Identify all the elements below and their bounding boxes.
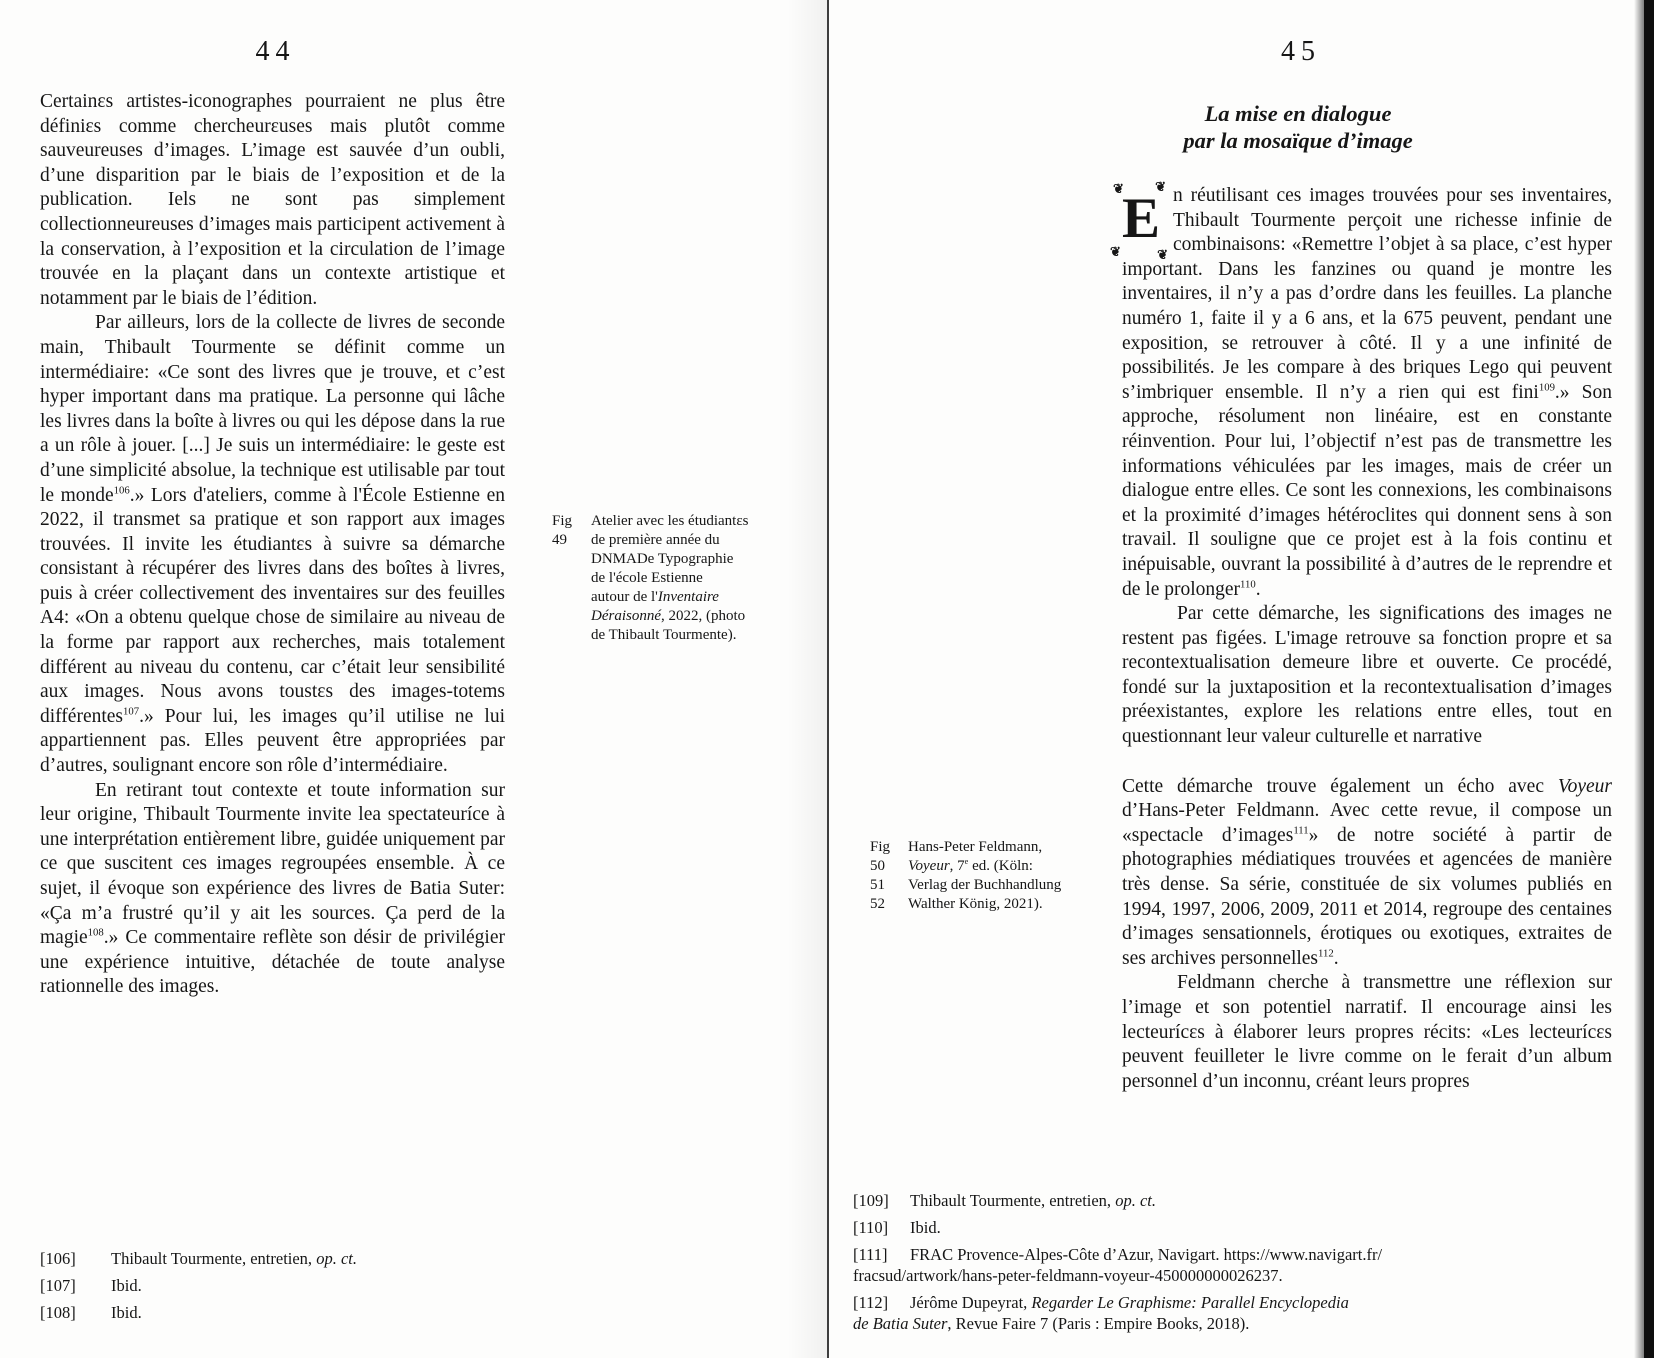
paragraph: Par cette démarche, les significations des images ne restent pas figées. L'image retrouve sa fonction propre et sa recontextualisation demeure libre et ouverte. Ce procédé, fondé sur la juxtaposition et la recontextualisation d’images préexistantes, explore les relations entre elles, tout en questionnant leur valeur culturelle et narrative	[1122, 603, 1612, 748]
right-footnotes	[853, 1190, 1433, 1340]
footnote-label: [109]	[853, 1191, 889, 1210]
footnote-label: [112]	[853, 1293, 889, 1312]
page-number-left-value: 44	[255, 36, 296, 67]
paragraph: Par ailleurs, lors de la collecte de livres de seconde main, Thibault Tourmente se définit comme un intermédiaire: «Ce sont des livres que je trouve, et c’est hyper important dans ma pratique. La personne qui lâche les livres dans la boîte à livres ou qui les dépose dans la rue a un rôle à jouer. [...] Je suis un intermédiaire: le geste est d’une simplicité absolue, la technique est utilisable par tout le monde$^{106}$.» Lors d'ateliers, comme à l'École Estienne en 2022, il transmet sa pratique et son rapport aux images trouvées. Il invite les étudiantɛs à suivre sa démarche consistant à récupérer des livres dans des boîtes à livres, puis à créer collectivement des inventaires sur des feuilles A4: «On a obtenu quelque chose de similaire au niveau de la forme par rapport aux recherches, mais totalement différent au niveau du contenu, car c’était leur sensibilité aux images. Nous avons toustɛs des images-totems différentes$^{107}$.» Pour lui, les images qu’il utilise ne lui appartiennent pas. Elles peuvent être appropriées par d’autres, soulignant encore son rôle d’intermédiaire.	[40, 312, 505, 777]
footnote-text: Jérôme Dupeyrat, Regarder Le Graphisme: Parallel Encyclopedia de Batia Suter, Revue Faire 7 (Paris : Empire Books, 2018).	[853, 1293, 1349, 1333]
paragraph: En retirant tout contexte et toute information sur leur origine, Thibault Tourmente invite lea spectateuríce à une interprétation entièrement libre, guidée uniquement par ce que suscitent ces images regroupées ensemble. À ce sujet, il évoque son expérience des livres de Batia Suter: «Ça m’a frustré qu’il y ait les sources. Ça perd de la magie$^{108}$.» Ce commentaire reflète son désir de privilégier une expérience intuitive, détachée de toute analyse rationnelle des images.	[40, 779, 505, 998]
footnote-label: [111]	[853, 1245, 888, 1264]
page-edge-black-band	[1644, 0, 1654, 1358]
caption-line: de l'école Estienne	[591, 570, 703, 586]
section-heading-line-1: La mise en dialogue	[1204, 101, 1392, 126]
figure-number: 49	[552, 532, 567, 548]
footnote-106	[40, 1248, 740, 1269]
footnote-text: Ibid.	[111, 1276, 142, 1295]
right-body-text	[1110, 179, 1612, 1094]
footnote-text: Ibid.	[910, 1218, 941, 1237]
figure-number: 52	[870, 896, 885, 912]
footnote-111	[853, 1244, 1433, 1286]
paragraph-text: n réutilisant ces images trouvées pour ses inventaires, Thibault Tourmente perçoit une richesse infinie de combinaisons: «Remettre l’objet à sa place, c’est hyper important. Dans les fanzines ou quand je montre les inventaires, il n’y a pas d’ordre dans les feuilles. La planche numéro 1, faite il y a 6 ans, et la 675 peuvent, pendant une exposition, se retrouver à côté. Il y a une infinité de possibilités. Je les compare à des briques Lego qui peuvent s’imbriquer ensemble. Il n’y a rien qui est fini$^{109}$.» Son approche, résolument non linéaire, est en constante réinvention. Pour lui, l’objectif n’est pas de transmettre les informations véhiculées par les images, mais de créer un dialogue entre elles. Ce sont les connexions, les combinaisons et la proximité d’images hétéroclites qui donnent sens à son travail. Il souligne que ce projet est à la fois continu et inépuisable, ouvrant la possibilité à d’autres de le reprendre et de le prolonger$^{110}$.	[1122, 185, 1612, 600]
figure-number: 50	[870, 858, 885, 874]
caption-line: Walther König, 2021).	[908, 896, 1043, 912]
left-body-text	[40, 90, 505, 1000]
figure-label: Fig	[552, 513, 573, 529]
caption-line: DNMADe Typographie	[591, 551, 734, 567]
floral-ornament-icon: ❦	[1113, 181, 1124, 196]
footnote-108	[40, 1302, 740, 1323]
footnote-label: [107]	[40, 1276, 76, 1295]
figure-caption-labels	[870, 838, 908, 914]
footnote-112	[853, 1292, 1433, 1334]
figure-caption-50-52	[870, 838, 1061, 914]
ornamental-drop-cap	[1110, 179, 1168, 262]
floral-ornament-icon: ❦	[1110, 244, 1121, 259]
section-heading-line-2: par la mosaïque d’image	[1183, 128, 1413, 153]
figure-number: 51	[870, 877, 885, 893]
caption-line: Déraisonné, 2022, (photo	[591, 608, 746, 624]
caption-line: Atelier avec les étudiantɛs	[591, 513, 749, 529]
caption-line: Voyeur, 7e ed. (Köln:	[908, 857, 1033, 874]
footnote-text: FRAC Provence-Alpes-Côte d’Azur, Navigart. https://www.navigart.fr/ fracsud/artwork/hans-peter-feldmann-voyeur-450000000026237.	[853, 1245, 1383, 1285]
footnote-text: Thibault Tourmente, entretien, op. ct.	[111, 1249, 357, 1268]
footnote-label: [110]	[853, 1218, 889, 1237]
footnote-text: Ibid.	[111, 1303, 142, 1322]
figure-caption-text	[908, 838, 1061, 914]
page-number-right-value: 45	[1281, 36, 1321, 67]
footnote-text: Thibault Tourmente, entretien, op. ct.	[910, 1191, 1156, 1210]
page-edge-shadow	[1634, 0, 1644, 1358]
figure-caption-text	[591, 512, 749, 645]
gutter-shadow	[787, 0, 827, 1358]
left-footnotes	[40, 1248, 740, 1329]
footnote-label: [106]	[40, 1249, 76, 1268]
drop-cap-letter: E	[1121, 187, 1161, 250]
floral-ornament-icon: ❦	[1157, 247, 1168, 262]
paragraph: Cette démarche trouve également un écho avec Voyeur d’Hans-Peter Feldmann. Avec cette revue, il compose un «spectacle d’images$^{111}$» de notre société à partir de photographies médiatiques trouvées et agencées de manière très dense. Sa série, constituée de six volumes publiés en 1994, 1997, 2006, 2009, 2011 et 2014, regroupe des centaines d’images sensationnels, érotiques ou exotiques, extraites de ses archives personnelles$^{112}$.	[1122, 775, 1612, 969]
caption-line: Verlag der Buchhandlung	[908, 877, 1062, 893]
page-number-right	[998, 36, 1598, 68]
footnote-107	[40, 1275, 740, 1296]
figure-label: Fig	[870, 839, 891, 855]
section-heading	[998, 100, 1598, 154]
footnote-label: [108]	[40, 1303, 76, 1322]
figure-caption-labels	[552, 512, 591, 645]
caption-line: de première année du	[591, 532, 720, 548]
gutter-divider-line	[827, 0, 829, 1358]
caption-line: Hans-Peter Feldmann,	[908, 839, 1043, 855]
paragraph: Certainɛs artistes-iconographes pourraient ne plus être définiɛs comme chercheurɛuses mais plutôt comme sauveureuses d’images. L’image est sauvée d’un oubli, d’une disparition par le biais de l’exposition et de la publication. Iels ne sont pas simplement collectionneureuses d’images mais participent activement à la conservation, à l’exposition et la circulation de l’image trouvée en la plaçant dans un contexte artistique et notamment par le biais de l’édition.	[40, 91, 505, 309]
paragraph-drop-cap	[1110, 179, 1612, 602]
caption-line: de Thibault Tourmente).	[591, 627, 737, 643]
floral-ornament-icon: ❦	[1155, 179, 1166, 194]
page-number-left	[40, 36, 505, 68]
footnote-109	[853, 1190, 1433, 1211]
caption-line: autour de l'Inventaire	[591, 589, 719, 605]
figure-caption-49	[552, 512, 749, 645]
paragraph: Feldmann cherche à transmettre une réflexion sur l’image et son potentiel narratif. Il encourage ainsi les lecteurícɛs à élaborer leurs propres récits: «Les lecteurícɛs peuvent feuilleter le livre comme on le ferait d’un album personnel d’un inconnu, créant leurs propres	[1122, 972, 1612, 1092]
footnote-110	[853, 1217, 1433, 1238]
